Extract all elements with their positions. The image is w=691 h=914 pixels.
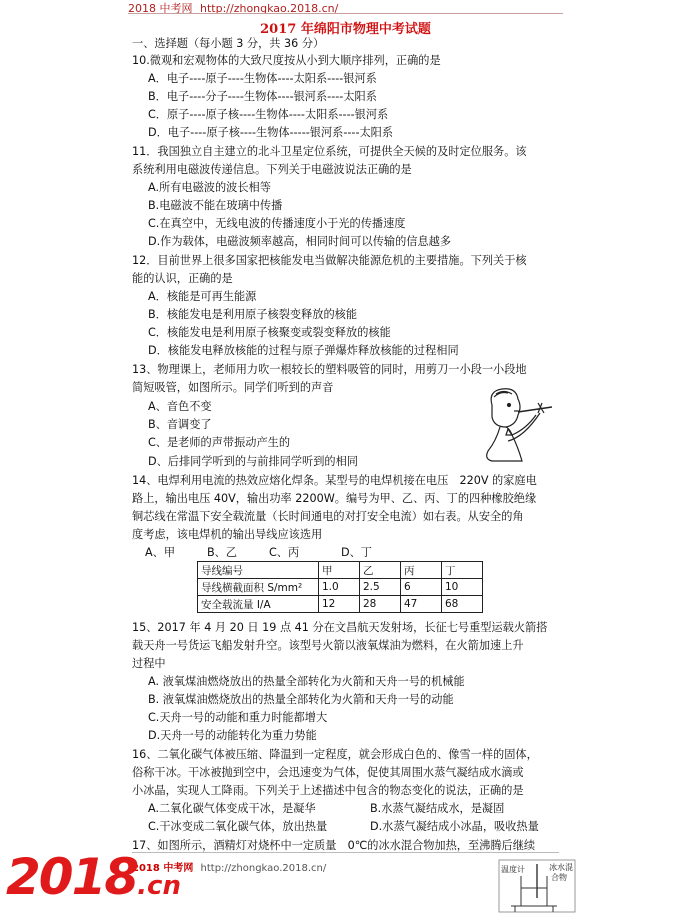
- footer-site: 2018 中考网: [132, 863, 194, 874]
- logo-suffix: .cn: [137, 871, 181, 901]
- document-title: 2017 年绵阳市物理中考试题: [260, 22, 431, 37]
- table-header-cell: 乙: [360, 562, 401, 579]
- table-header-cell: 甲: [319, 562, 360, 579]
- question-14-stem-1: 14、电焊利用电流的热效应熔化焊条。某型号的电焊机接在电压 220V 的家庭电: [132, 474, 537, 487]
- q13-option-d: D、后排同学听到的与前排同学听到的相同: [148, 455, 358, 468]
- q15-option-a: A. 液氧煤油燃烧放出的热量全部转化为火箭和天舟一号的机械能: [148, 675, 465, 688]
- question-12-stem-1: 12．目前世界上很多国家把核能发电当做解决能源危机的主要措施。下列关于核: [132, 254, 527, 267]
- q12-option-c: C．核能发电是利用原子核聚变或裂变释放的核能: [148, 326, 391, 339]
- table-cell: 10: [442, 579, 483, 596]
- q13-option-c: C、是老师的声带振动产生的: [148, 436, 291, 449]
- q15-option-b: B. 液氧煤油燃烧放出的热量全部转化为火箭和天舟一号的动能: [148, 693, 454, 706]
- figure-label-thermometer: 温度计: [501, 865, 525, 874]
- alcohol-lamp-beaker-figure: [497, 858, 577, 914]
- question-13-stem-2: 简短吸管，如图所示。同学们听到的声音: [132, 381, 334, 394]
- table-header-row: [198, 562, 483, 579]
- wire-rating-table: [197, 561, 483, 613]
- q12-option-a: A．核能是可再生能源: [148, 290, 257, 303]
- q11-option-b: B.电磁波不能在玻璃中传播: [148, 199, 283, 212]
- table-header-cell: 丁: [442, 562, 483, 579]
- header-site: 2018 中考网: [128, 2, 193, 15]
- footer-url[interactable]: http://zhongkao.2018.cn/: [200, 863, 327, 874]
- table-header-cell: 丙: [401, 562, 442, 579]
- question-15-stem-3: 过程中: [132, 657, 166, 670]
- q11-option-d: D.作为载体，电磁波频率越高，相同时间可以传输的信息越多: [148, 235, 452, 248]
- question-14-stem-4: 度考虑，该电焊机的输出导线应该选用: [132, 528, 323, 541]
- site-logo[interactable]: [6, 848, 181, 906]
- q14-option-d: D、丁: [341, 546, 372, 559]
- question-14-stem-3: 铜芯线在常温下安全载流量（长时间通电的对打安全电流）如右表。从安全的角: [132, 510, 524, 523]
- table-cell: 1.0: [319, 579, 360, 596]
- question-16-stem-1: 16、二氧化碳气体被压缩、降温到一定程度，就会形成白色的、像雪一样的固体，: [132, 748, 538, 761]
- question-14-stem-2: 路上，输出电压 40V，输出功率 2200W。编号为甲、乙、丙、丁的四种橡胶绝缘: [132, 492, 537, 505]
- section-heading: 一、选择题（每小题 3 分，共 36 分）: [132, 37, 325, 50]
- q14-option-a: A、甲: [145, 546, 176, 559]
- q10-option-c: C．原子----原子核----生物体----太阳系----银河系: [148, 108, 389, 121]
- question-10-stem: 10.微观和宏观物体的大致尺度按从小到大顺序排列，正确的是: [132, 54, 441, 67]
- table-cell: 6: [401, 579, 442, 596]
- header-divider: [128, 13, 563, 14]
- footer-divider: [132, 852, 559, 853]
- table-header-cell: 导线编号: [198, 562, 319, 579]
- q16-option-a: A.二氧化碳气体变成干冰，是凝华: [148, 802, 316, 815]
- q12-option-b: B．核能发电是利用原子核裂变释放的核能: [148, 308, 358, 321]
- q14-option-c: C、丙: [269, 546, 300, 559]
- table-cell: 安全载流量 I/A: [198, 596, 319, 613]
- q10-option-d: D．电子----原子核----生物体-----银河系----太阳系: [148, 126, 394, 139]
- table-cell: 12: [319, 596, 360, 613]
- q13-option-a: A、音色不变: [148, 400, 212, 413]
- q16-option-d: D.水蒸气凝结成小冰晶，吸收热量: [370, 820, 539, 833]
- logo-number: 2018: [6, 848, 138, 906]
- q11-option-a: A.所有电磁波的波长相等: [148, 181, 271, 194]
- question-12-stem-2: 能的认识，正确的是: [132, 272, 233, 285]
- question-13-stem-1: 13、物理课上，老师用力吹一根较长的塑料吸管的同时，用剪刀一小段一小段地: [132, 363, 527, 376]
- question-11-stem-1: 11．我国独立自主建立的北斗卫星定位系统，可提供全天候的及时定位服务。该: [132, 145, 527, 158]
- table-row: [198, 596, 483, 613]
- figure-label-mixture-1: 冰水混: [549, 863, 573, 872]
- q15-option-d: D.天舟一号的动能转化为重力势能: [148, 729, 317, 742]
- q10-option-b: B．电子----分子----生物体----银河系----太阳系: [148, 90, 377, 103]
- q16-option-c: C.干冰变成二氧化碳气体，放出热量: [148, 820, 328, 833]
- q16-option-b: B.水蒸气凝结成水，是凝固: [370, 802, 505, 815]
- table-cell: 68: [442, 596, 483, 613]
- question-17-stem: 17、如图所示，酒精灯对烧杯中一定质量 0℃的冰水混合物加热，至沸腾后继续: [132, 839, 536, 852]
- q11-option-c: C.在真空中，无线电波的传播速度小于光的传播速度: [148, 217, 406, 230]
- table-cell: 2.5: [360, 579, 401, 596]
- figure-label-mixture-2: 合物: [551, 873, 567, 882]
- q13-option-b: B、音调变了: [148, 418, 212, 431]
- question-15-stem-1: 15、2017 年 4 月 20 日 19 点 41 分在文昌航天发射场，长征七号重型运载火箭搭: [132, 621, 548, 634]
- table-row: [198, 579, 483, 596]
- question-16-stem-2: 俗称干冰。干冰被抛到空中，会迅速变为气体，促使其周围水蒸气凝结成水滴或: [132, 766, 524, 779]
- question-15-stem-2: 载天舟一号货运飞船发射升空。该型号火箭以液氧煤油为燃料，在火箭加速上升: [132, 639, 524, 652]
- question-11-stem-2: 系统利用电磁波传递信息。下列关于电磁波说法正确的是: [132, 163, 412, 176]
- table-cell: 47: [401, 596, 442, 613]
- q10-option-a: A．电子----原子----生物体----太阳系----银河系: [148, 72, 377, 85]
- table-cell: 导线横截面积 S/mm²: [198, 579, 319, 596]
- q12-option-d: D．核能发电释放核能的过程与原子弹爆炸释放核能的过程相同: [148, 344, 459, 357]
- table-cell: 28: [360, 596, 401, 613]
- teacher-blowing-straw-figure: [478, 385, 560, 463]
- q15-option-c: C.天舟一号的动能和重力时能都增大: [148, 711, 328, 724]
- header-url[interactable]: http://zhongkao.2018.cn/: [200, 2, 339, 15]
- q14-option-b: B、乙: [207, 546, 238, 559]
- question-16-stem-3: 小冰晶，实现人工降雨。下列关于上述描述中包含的物态变化的说法，正确的是: [132, 784, 524, 797]
